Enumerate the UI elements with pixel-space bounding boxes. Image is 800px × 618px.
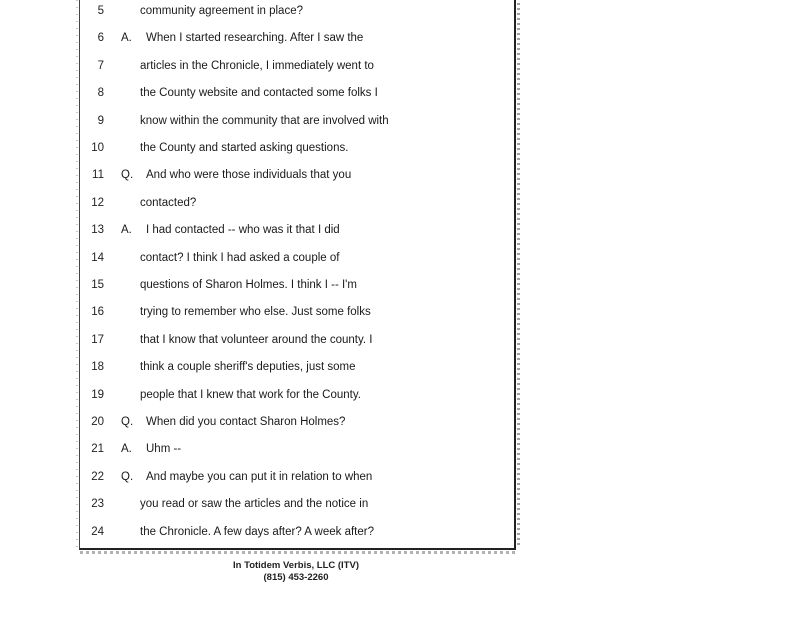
speaker-marker: A. [121,32,132,45]
line-number: 6 [97,32,104,45]
line-text: the Chronicle. A few days after? A week after? [140,525,374,538]
line-text: And maybe you can put it in relation to when [146,470,373,483]
line-number: 16 [91,306,104,319]
line-text: contacted? [140,196,197,209]
line-number: 5 [97,5,104,17]
line-number: 21 [91,443,104,456]
scan-edge-left [76,0,78,548]
line-text: the County website and contacted some folks I [140,87,378,100]
line-number: 20 [91,416,104,428]
line-text: When I started researching. After I saw the [146,32,364,45]
line-number: 23 [91,498,104,511]
line-number: 22 [91,470,104,483]
transcript-line [80,196,510,223]
line-number: 11 [92,169,104,182]
line-text: contact? I think I had asked a couple of [140,251,340,264]
line-text: people that I knew that work for the County. [140,388,361,401]
line-text: the County and started asking questions. [140,142,349,154]
line-text: trying to remember who else. Just some folks [140,306,371,319]
line-number: 17 [91,333,104,346]
transcript-line [80,4,510,31]
transcript-line [80,333,510,360]
line-text: you read or saw the articles and the notice in [140,498,369,511]
transcript-line [80,360,510,387]
line-number: 24 [91,525,104,538]
line-number: 18 [91,361,104,374]
speaker-marker: Q. [121,416,134,428]
transcript-line [80,251,510,278]
transcript-line [80,388,510,415]
transcript-line [80,415,510,442]
footer-phone: (815) 453-2260 [263,572,329,583]
line-text: community agreement in place? [140,5,303,17]
line-number: 12 [91,196,104,209]
line-number: 8 [97,87,104,100]
line-text: I had contacted -- who was it that I did [146,224,340,237]
line-text: think a couple sheriff's deputies, just some [140,361,356,374]
speaker-marker: Q. [121,470,134,483]
line-text: Uhm -- [146,443,182,456]
line-number: 14 [91,251,104,264]
transcript-line [80,86,510,113]
speaker-marker: Q. [121,169,134,182]
transcript-line [80,141,510,168]
transcript-line [80,59,510,86]
speaker-marker: A. [121,443,132,456]
transcript-line [80,305,510,332]
line-text: And who were those individuals that you [146,169,352,182]
line-number: 7 [97,59,104,72]
line-text: that I know that volunteer around the county. I [140,333,373,346]
line-number: 13 [91,224,104,237]
line-number: 19 [91,388,104,401]
transcript-line [80,223,510,250]
transcript-line [80,114,510,141]
footer-company: In Totidem Verbis, LLC (ITV) [233,560,359,571]
transcript-line [80,497,510,524]
speaker-marker: A. [121,224,132,237]
line-text: articles in the Chronicle, I immediately went to [140,59,374,72]
transcript-line [80,525,510,552]
transcript-line [80,442,510,469]
transcript-line [80,168,510,195]
line-text: know within the community that are involved with [140,114,389,127]
line-number: 15 [91,279,104,291]
transcript-line [80,31,510,58]
line-number: 10 [91,142,104,154]
line-text: When did you contact Sharon Holmes? [146,416,346,428]
transcript-line [80,470,510,497]
line-text: questions of Sharon Holmes. I think I -- I'm [140,279,357,291]
line-number: 9 [97,114,104,127]
transcript-line [80,278,510,305]
